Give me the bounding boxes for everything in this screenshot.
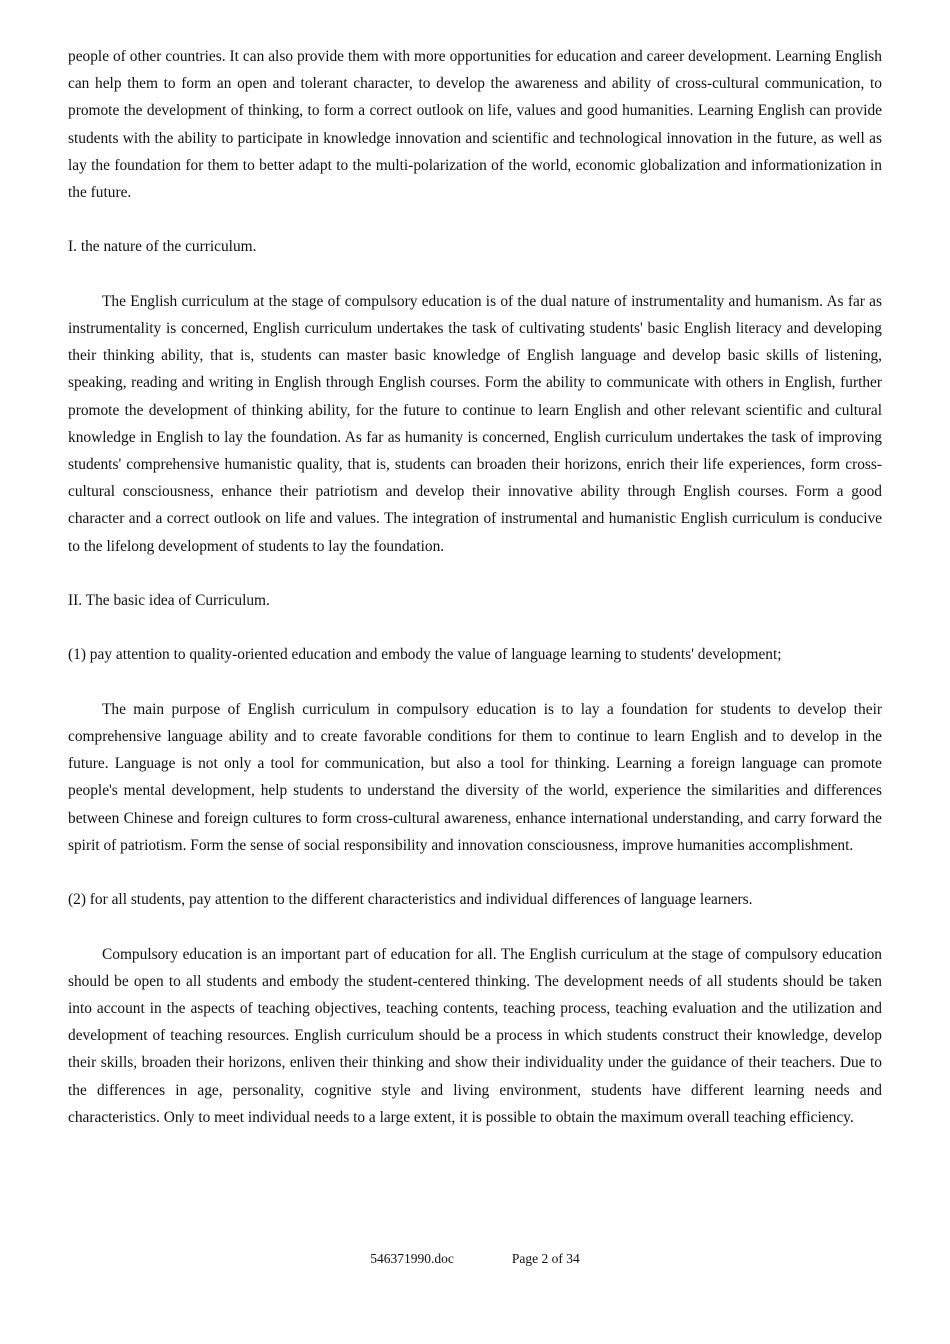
footer-filename: 546371990.doc bbox=[370, 1251, 454, 1266]
document-page bbox=[68, 43, 882, 1131]
paragraph-quality-education-body: The main purpose of English curriculum in compulsory education is to lay a foundation for students to develop their comprehensive language ability and to create favorable conditions for them to continue to learn English and to develop in the future. Language is not only a tool for communication, but also a tool for thinking. Learning a foreign language can promote people's mental development, help students to understand the diversity of the world, experience the similarities and differences between Chinese and foreign cultures to form cross-cultural awareness, enhance international understanding, and carry forward the spirit of patriotism. Form the sense of social responsibility and innovation consciousness, improve humanities accomplishment. bbox=[68, 700, 882, 854]
section-heading-basic-idea: II. The basic idea of Curriculum. bbox=[68, 592, 270, 610]
footer-total-pages: 34 bbox=[566, 1251, 580, 1266]
section-heading-nature: I. the nature of the curriculum. bbox=[68, 238, 257, 256]
footer-page-number: 2 bbox=[541, 1251, 549, 1266]
footer-of-label: of bbox=[551, 1251, 563, 1266]
paragraph-continued-intro: people of other countries. It can also provide them with more opportunities for education and career development. Learning English can help them to form an open and tolerant character, to develop the awareness and ability of cross-cultural communication, to promote the development of thinking, to form a correct outlook on life, values and good humanities. Learning English can provide students with the ability to participate in knowledge innovation and scientific and technological innovation in the future, as well as lay the foundation for them to better adapt to the multi-polarization of the world, economic globalization and informationization in the future. bbox=[68, 48, 882, 202]
subheading-quality-education: (1) pay attention to quality-oriented education and embody the value of language learning to students' development; bbox=[68, 646, 782, 664]
paragraph-nature-body: The English curriculum at the stage of compulsory education is of the dual nature of instrumentality and humanism. As far as instrumentality is concerned, English curriculum undertakes the task of cultivating students' basic English literacy and developing their thinking ability, that is, students can master basic knowledge of English language and develop basic skills of listening, speaking, reading and writing in English through English courses. Form the ability to communicate with others in English, further promote the development of thinking ability, for the future to continue to learn English and other relevant scientific and cultural knowledge in English to lay the foundation. As far as humanity is concerned, English curriculum undertakes the task of improving students' comprehensive humanistic quality, that is, students can broaden their horizons, enrich their life experiences, form cross-cultural consciousness, enhance their patriotism and develop their innovative ability through English courses. Form a good character and a correct outlook on life and values. The integration of instrumental and humanistic English curriculum is conducive to the lifelong development of students to lay the foundation. bbox=[68, 292, 882, 555]
paragraph-all-students-body: Compulsory education is an important part of education for all. The English curriculum at the stage of compulsory education should be open to all students and embody the student-centered thinking. The development needs of all students should be taken into account in the aspects of teaching objectives, teaching contents, teaching process, teaching evaluation and the utilization and development of teaching resources. English curriculum should be a process in which students construct their knowledge, develop their skills, broaden their horizons, enliven their thinking and show their individuality under the guidance of their teachers. Due to the differences in age, personality, cognitive style and living environment, students have different learning needs and characteristics. Only to meet individual needs to a large extent, it is possible to obtain the maximum overall teaching efficiency. bbox=[68, 945, 882, 1126]
footer-page-label: Page bbox=[511, 1251, 539, 1266]
page-footer bbox=[0, 1250, 950, 1268]
subheading-all-students: (2) for all students, pay attention to the different characteristics and individual differences of language learners. bbox=[68, 891, 753, 909]
